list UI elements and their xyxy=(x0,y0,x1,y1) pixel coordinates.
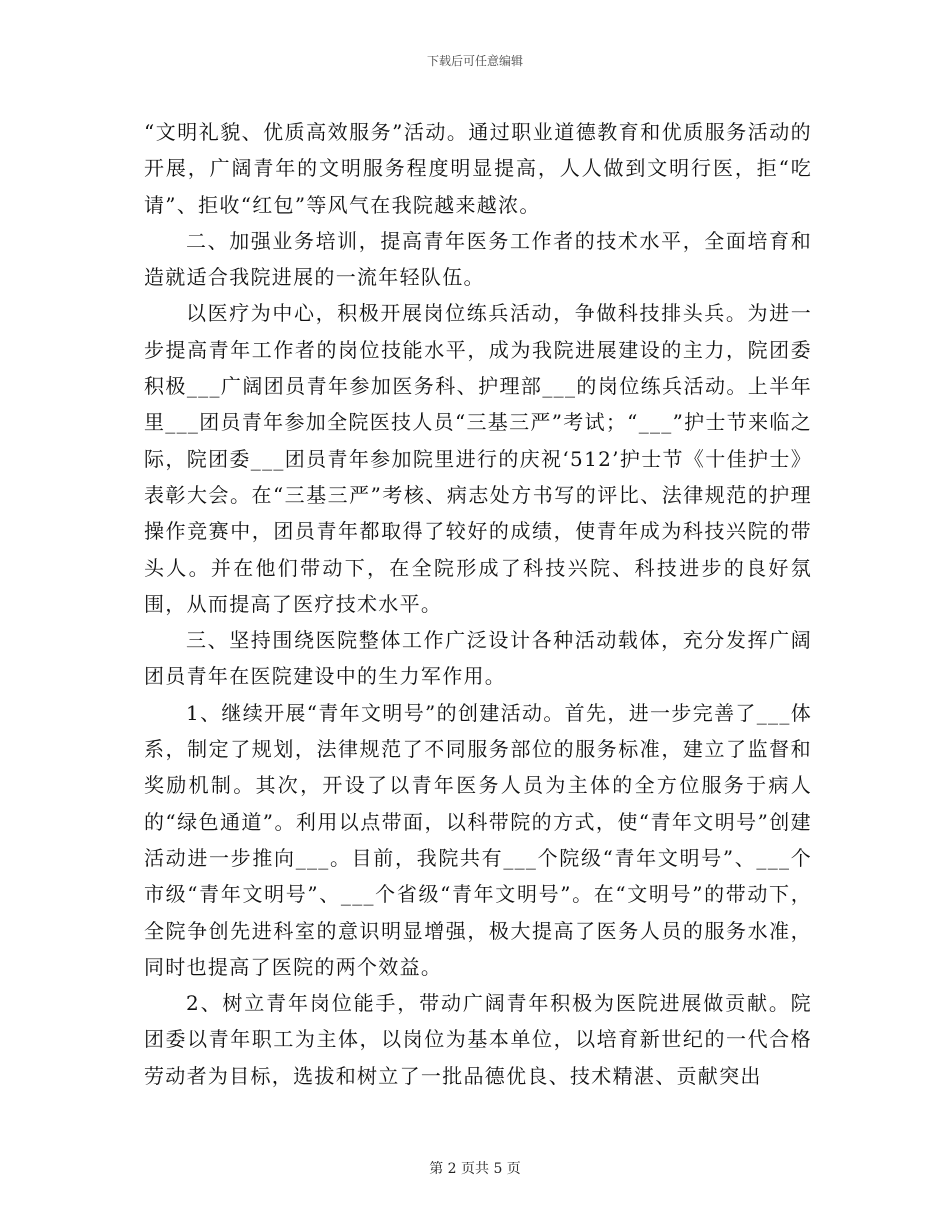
page-footer: 第 2 页共 5 页 xyxy=(429,1161,521,1177)
page-header: 下载后可任意编辑 xyxy=(426,54,523,68)
paragraph: 1、继续开展“青年文明号”的创建活动。首先，进一步完善了___体系，制定了规划，法律规范了不同服务部位的服务标准，建立了监督和奖励机制。其次，开设了以青年医务人员为主体的全方位服务于病人的“绿色通道”。利用以点带面，以科带院的方式，使“青年文明号”创建活动进一步推向___。目前，我院共有___个院级“青年文明号”、___个市级“青年文明号”、___个省级“青年文明号”。在“文明号”的带动下，全院争创先进科室的意识明显增强，极大提高了医务人员的服务水准，同时也提高了医院的两个效益。 xyxy=(144,700,812,979)
paragraph: “文明礼貌、优质高效服务”活动。通过职业道德教育和优质服务活动的开展，广阔青年的文明服务程度明显提高，人人做到文明行医，拒“吃请”、拒收“红包”等风气在我院越来越浓。 xyxy=(144,120,812,217)
paragraph: 以医疗为中心，积极开展岗位练兵活动，争做科技排头兵。为进一步提高青年工作者的岗位技能水平，成为我院进展建设的主力，院团委积极___广阔团员青年参加医务科、护理部___的岗位练兵活动。上半年里___团员青年参加全院医技人员“三基三严”考试；“___”护士节来临之际，院团委___团员青年参加院里进行的庆祝‘512’护士节《十佳护士》表彰大会。在“三基三严”考核、病志处方书写的评比、法律规范的护理操作竞赛中，团员青年都取得了较好的成绩，使青年成为科技兴院的带头人。并在他们带动下，在全院形成了科技兴院、科技进步的良好氛围，从而提高了医疗技术水平。 xyxy=(144,301,812,616)
paragraph: 2、树立青年岗位能手，带动广阔青年积极为医院进展做贡献。院团委以青年职工为主体，以岗位为基本单位，以培育新世纪的一代合格劳动者为目标，选拔和树立了一批品德优良、技术精湛、贡献突出 xyxy=(144,991,812,1088)
paragraph: 二、加强业务培训，提高青年医务工作者的技术水平，全面培育和造就适合我院进展的一流年轻队伍。 xyxy=(144,228,812,290)
document-body xyxy=(144,114,812,1094)
paragraph: 三、坚持围绕医院整体工作广泛设计各种活动载体，充分发挥广阔团员青年在医院建设中的生力军作用。 xyxy=(144,628,812,689)
